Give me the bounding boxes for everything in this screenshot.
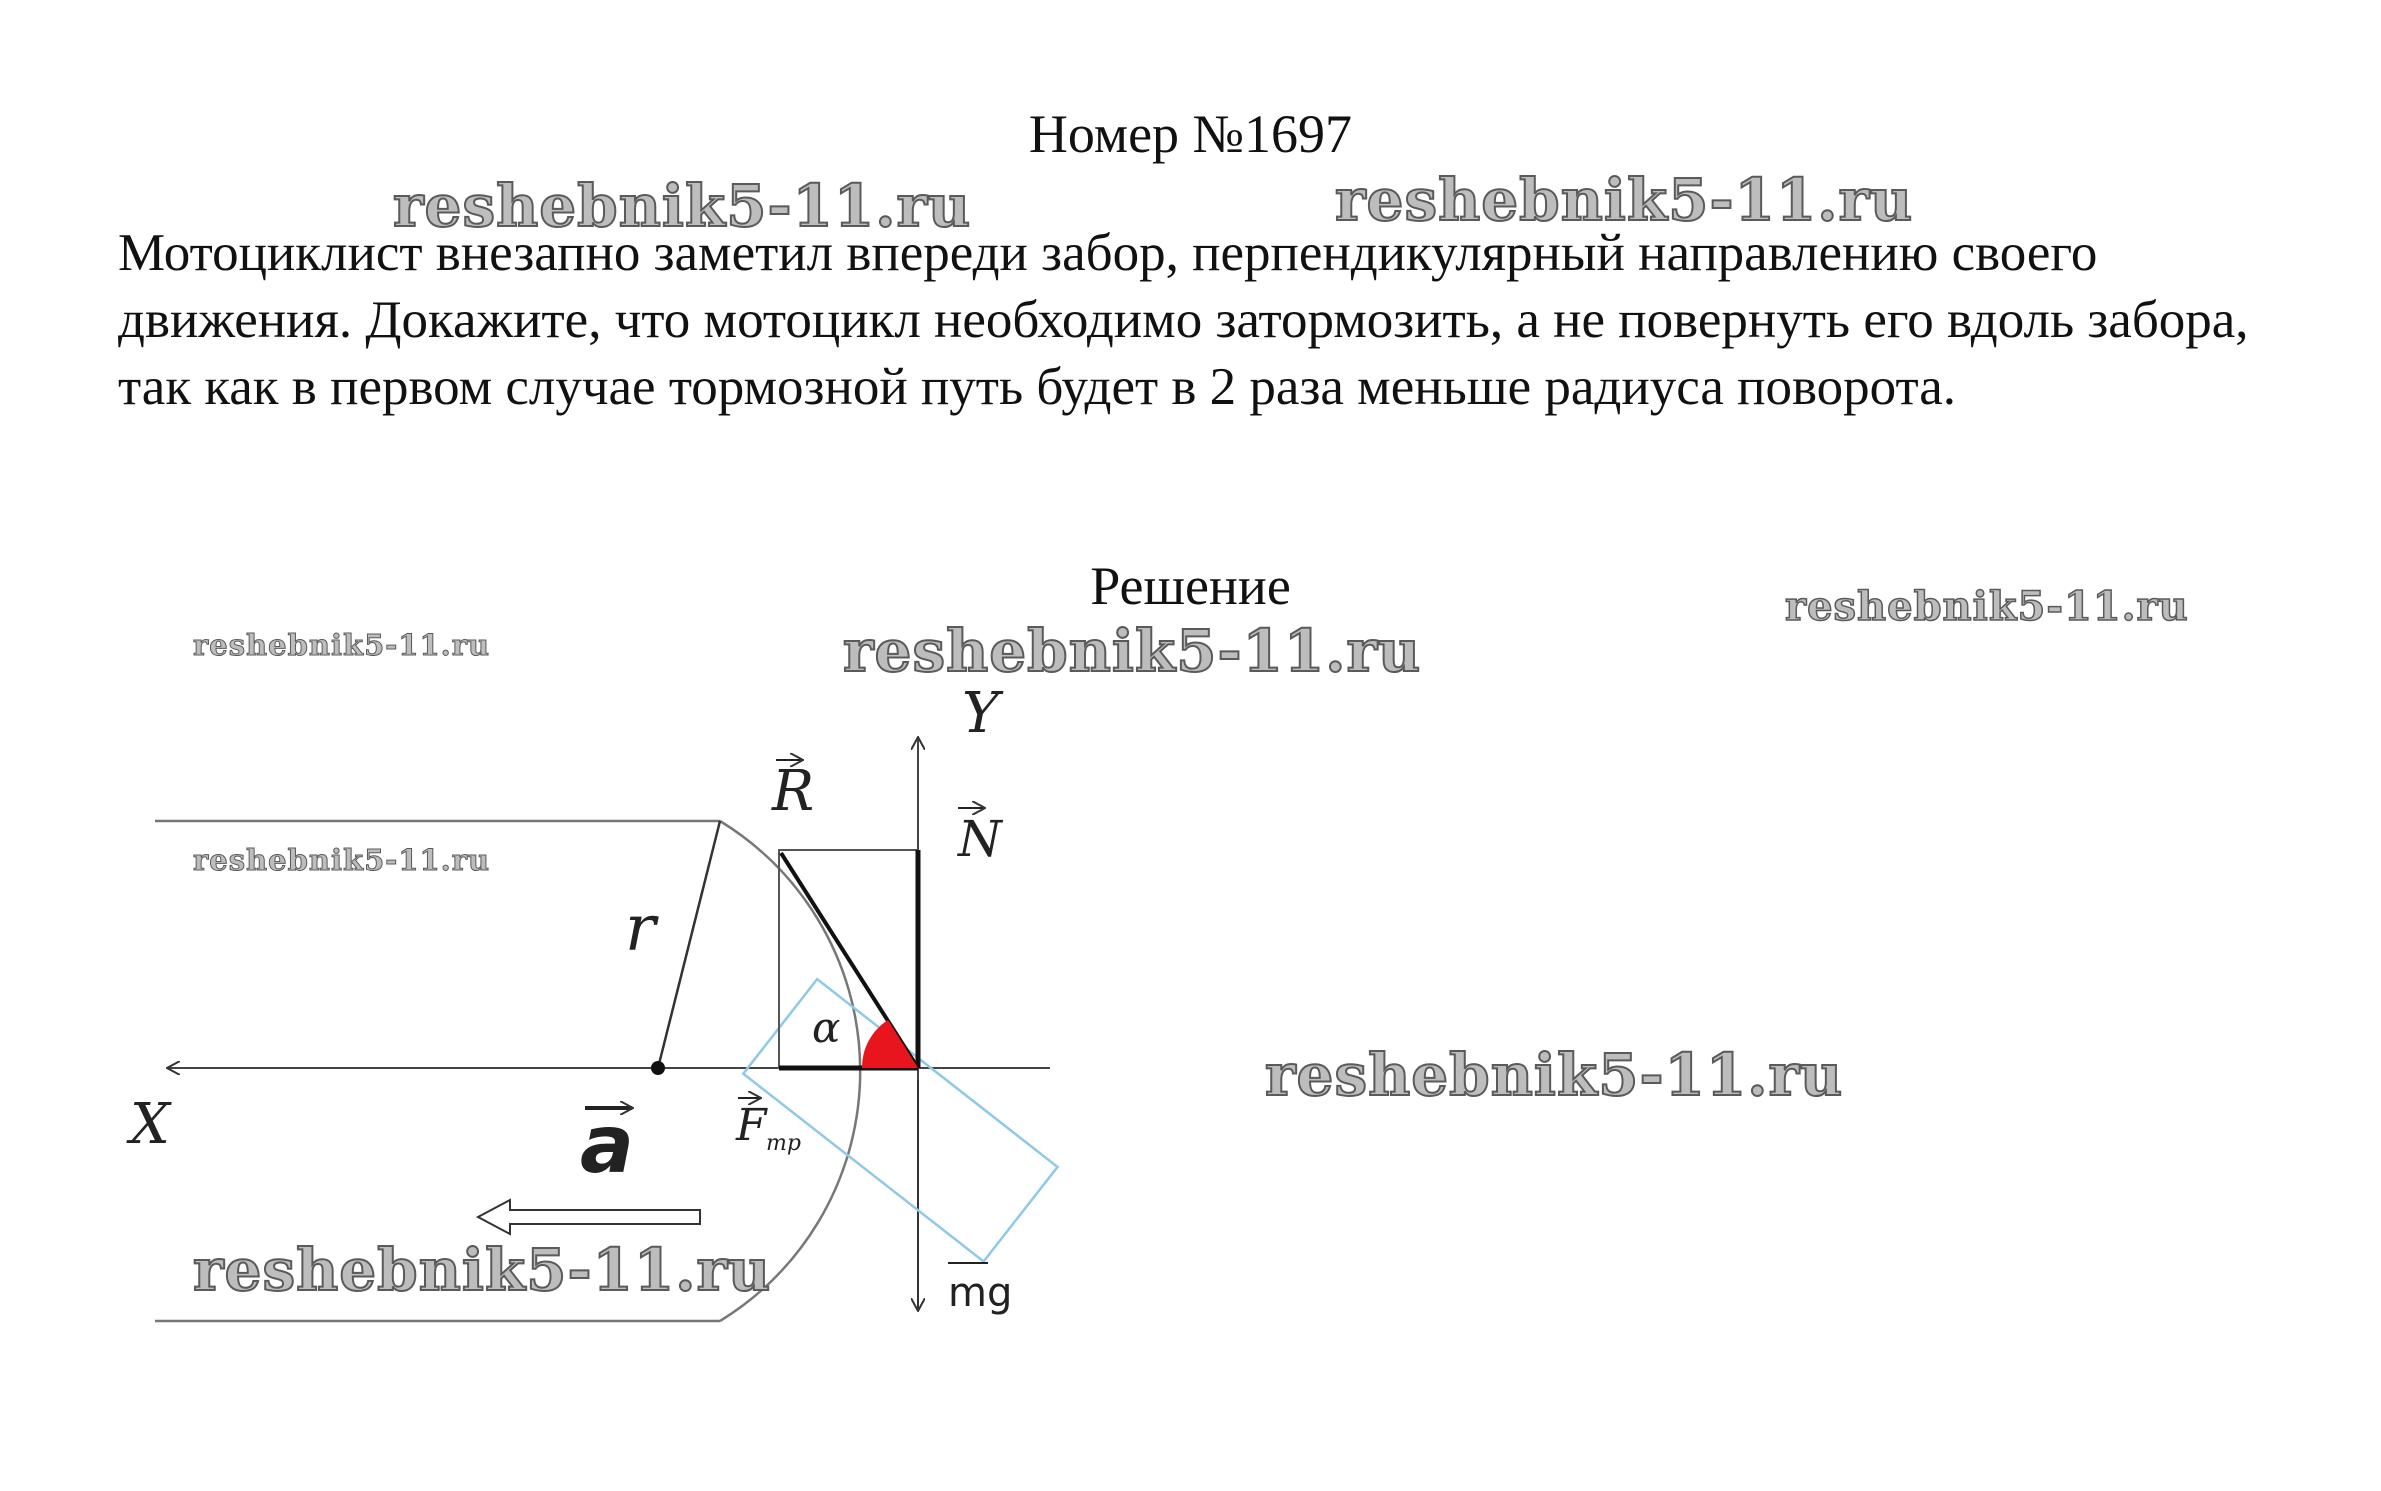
- acceleration-label: a: [580, 1098, 634, 1191]
- watermark: reshebnik5-11.ru: [1785, 583, 2189, 630]
- watermark: reshebnik5-11.ru: [393, 172, 972, 240]
- y-axis-label: Y: [962, 681, 999, 746]
- page-title: Номер №1697: [1028, 104, 1353, 164]
- acceleration-arrow: [478, 1200, 700, 1234]
- friction-subscript: тр: [766, 1131, 801, 1156]
- watermark: reshebnik5-11.ru: [843, 617, 1422, 685]
- angle-alpha-marker: [862, 1020, 918, 1068]
- watermark: reshebnik5-11.ru: [1335, 166, 1914, 234]
- friction-label: F: [736, 1100, 767, 1151]
- turn-center: [651, 1061, 665, 1075]
- reaction-label: R: [772, 759, 815, 824]
- motorcycle-outline: [743, 979, 1057, 1261]
- radius-line: [658, 821, 720, 1068]
- watermark: reshebnik5-11.ru: [1265, 1041, 1844, 1109]
- radius-label: r: [625, 892, 656, 966]
- x-axis-label: X: [130, 1092, 170, 1157]
- normal-label: N: [958, 810, 1002, 868]
- solution-heading: Решение: [1090, 556, 1291, 616]
- watermark: reshebnik5-11.ru: [193, 628, 491, 662]
- angle-alpha-label: α: [812, 1003, 841, 1052]
- problem-text: Мотоциклист внезапно заметил впереди забор, перпендикулярный направлению своего движения. Докажите, что мотоцикл необходимо затормозить, а не повернуть его вдоль забора, так как в первом случае тормозной путь будет в 2 раза меньше радиуса поворота.: [118, 224, 2249, 416]
- watermark: reshebnik5-11.ru: [193, 1236, 772, 1304]
- watermark: reshebnik5-11.ru: [193, 843, 491, 877]
- gravity-label: mg: [948, 1270, 1013, 1316]
